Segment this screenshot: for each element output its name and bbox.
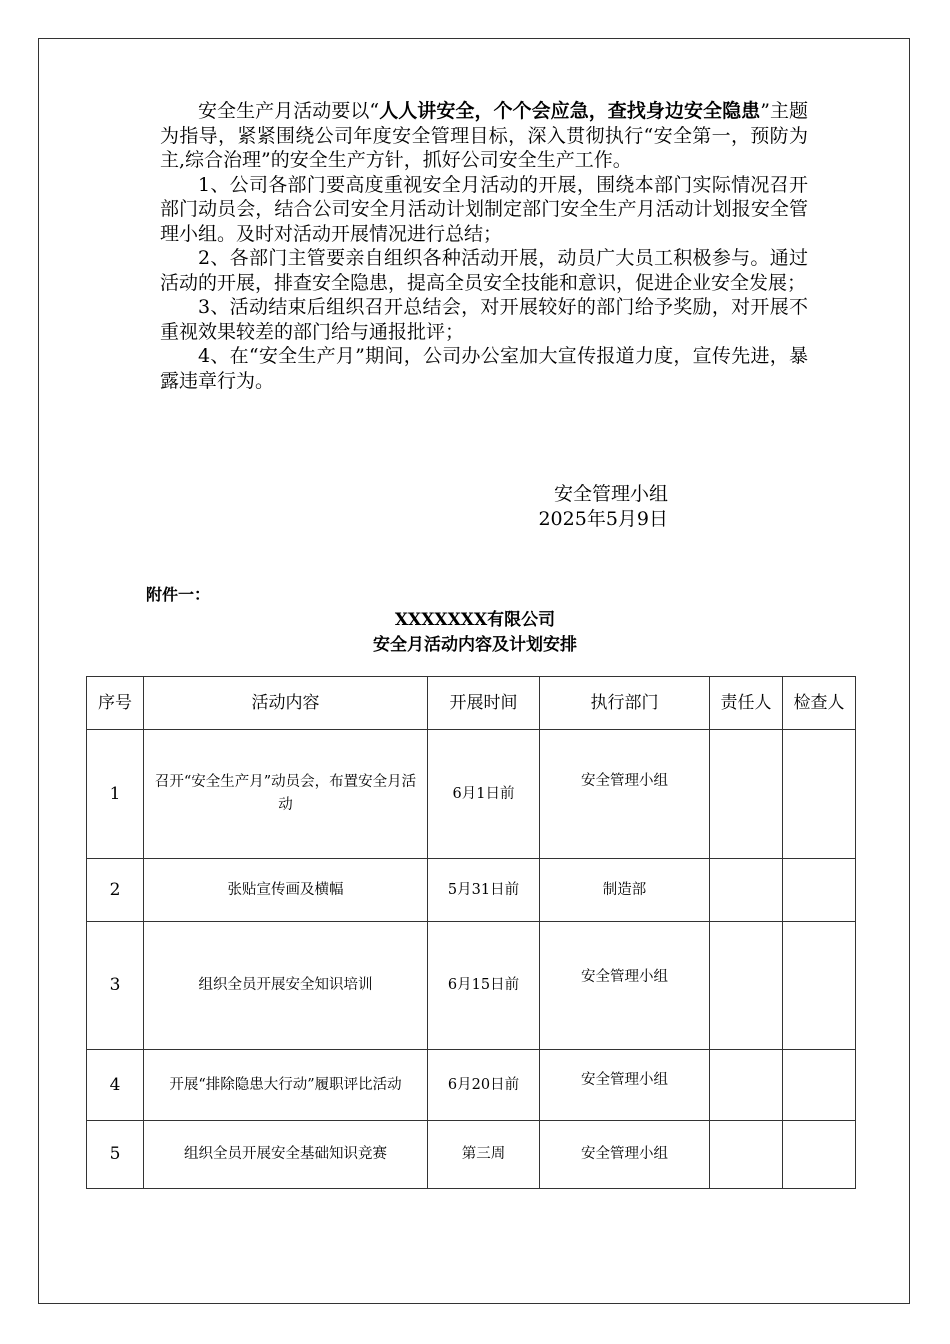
row-no: 4 [87, 1050, 144, 1121]
row-owner [710, 730, 783, 859]
row-checker [783, 922, 856, 1050]
row-owner [710, 922, 783, 1050]
row-dept: 安全管理小组 [540, 1050, 710, 1121]
signature-date: 2025年5月9日 [538, 508, 668, 530]
header-no: 序号 [87, 677, 144, 730]
row-time: 6月15日前 [428, 922, 540, 1050]
row-time: 5月31日前 [428, 859, 540, 922]
table-row [87, 730, 856, 859]
row-checker [783, 1050, 856, 1121]
row-dept: 安全管理小组 [540, 730, 710, 859]
plan-title: 安全月活动内容及计划安排 [373, 635, 577, 655]
row-checker [783, 1121, 856, 1189]
row-content: 组织全员开展安全基础知识竞赛 [144, 1121, 428, 1189]
row-content: 召开“安全生产月”动员会，布置安全月活动 [144, 730, 428, 859]
table-header-row [87, 677, 856, 730]
header-owner: 责任人 [710, 677, 783, 730]
header-checker: 检查人 [783, 677, 856, 730]
row-owner [710, 1121, 783, 1189]
table-row [87, 922, 856, 1050]
row-time: 6月20日前 [428, 1050, 540, 1121]
row-dept: 制造部 [540, 859, 710, 922]
table-row [87, 1121, 856, 1189]
row-no: 5 [87, 1121, 144, 1189]
row-time: 第三周 [428, 1121, 540, 1189]
paragraph-item-1: 1、公司各部门要高度重视安全月活动的开展，围绕本部门实际情况召开部门动员会，结合公司安全月活动计划制定部门安全生产月活动计划报安全管理小组。及时对活动开展情况进行总结； [160, 173, 808, 245]
row-time: 6月1日前 [428, 730, 540, 859]
row-owner [710, 859, 783, 922]
row-content: 张贴宣传画及横幅 [144, 859, 428, 922]
table-row [87, 859, 856, 922]
row-checker [783, 859, 856, 922]
activity-plan-table [86, 676, 856, 1189]
paragraph-item-4: 4、在“安全生产月”期间，公司办公室加大宣传报道力度，宣传先进，暴露违章行为。 [160, 345, 808, 392]
row-dept: 安全管理小组 [540, 1121, 710, 1189]
row-content: 开展“排除隐患大行动”履职评比活动 [144, 1050, 428, 1121]
paragraph-item-2: 2、各部门主管要亲自组织各种活动开展，动员广大员工积极参与。通过活动的开展，排查安全隐患，提高全员安全技能和意识，促进企业安全发展； [160, 247, 808, 294]
row-no: 2 [87, 859, 144, 922]
signature-org: 安全管理小组 [553, 483, 668, 505]
table-row [87, 1050, 856, 1121]
notice-body [160, 99, 808, 393]
row-owner [710, 1050, 783, 1121]
header-content: 活动内容 [144, 677, 428, 730]
header-dept: 执行部门 [540, 677, 710, 730]
row-no: 3 [87, 922, 144, 1050]
attachment-label: 附件一： [146, 585, 211, 604]
row-content: 组织全员开展安全知识培训 [144, 922, 428, 1050]
theme-slogan: 人人讲安全，个个会应急，查找身边安全隐患 [379, 100, 761, 122]
row-checker [783, 730, 856, 859]
row-no: 1 [87, 730, 144, 859]
paragraph-intro: 安全生产月活动要以“人人讲安全，个个会应急，查找身边安全隐患”主题为指导，紧紧围绕公司年度安全管理目标，深入贯彻执行“安全第一，预防为主,综合治理”的安全生产方针，抓好公司安全生产工作。 [160, 100, 808, 171]
paragraph-item-3: 3、活动结束后组织召开总结会，对开展较好的部门给予奖励，对开展不重视效果较差的部门给与通报批评； [160, 296, 808, 343]
row-dept: 安全管理小组 [540, 922, 710, 1050]
company-title: XXXXXXX有限公司 [394, 610, 556, 630]
header-time: 开展时间 [428, 677, 540, 730]
